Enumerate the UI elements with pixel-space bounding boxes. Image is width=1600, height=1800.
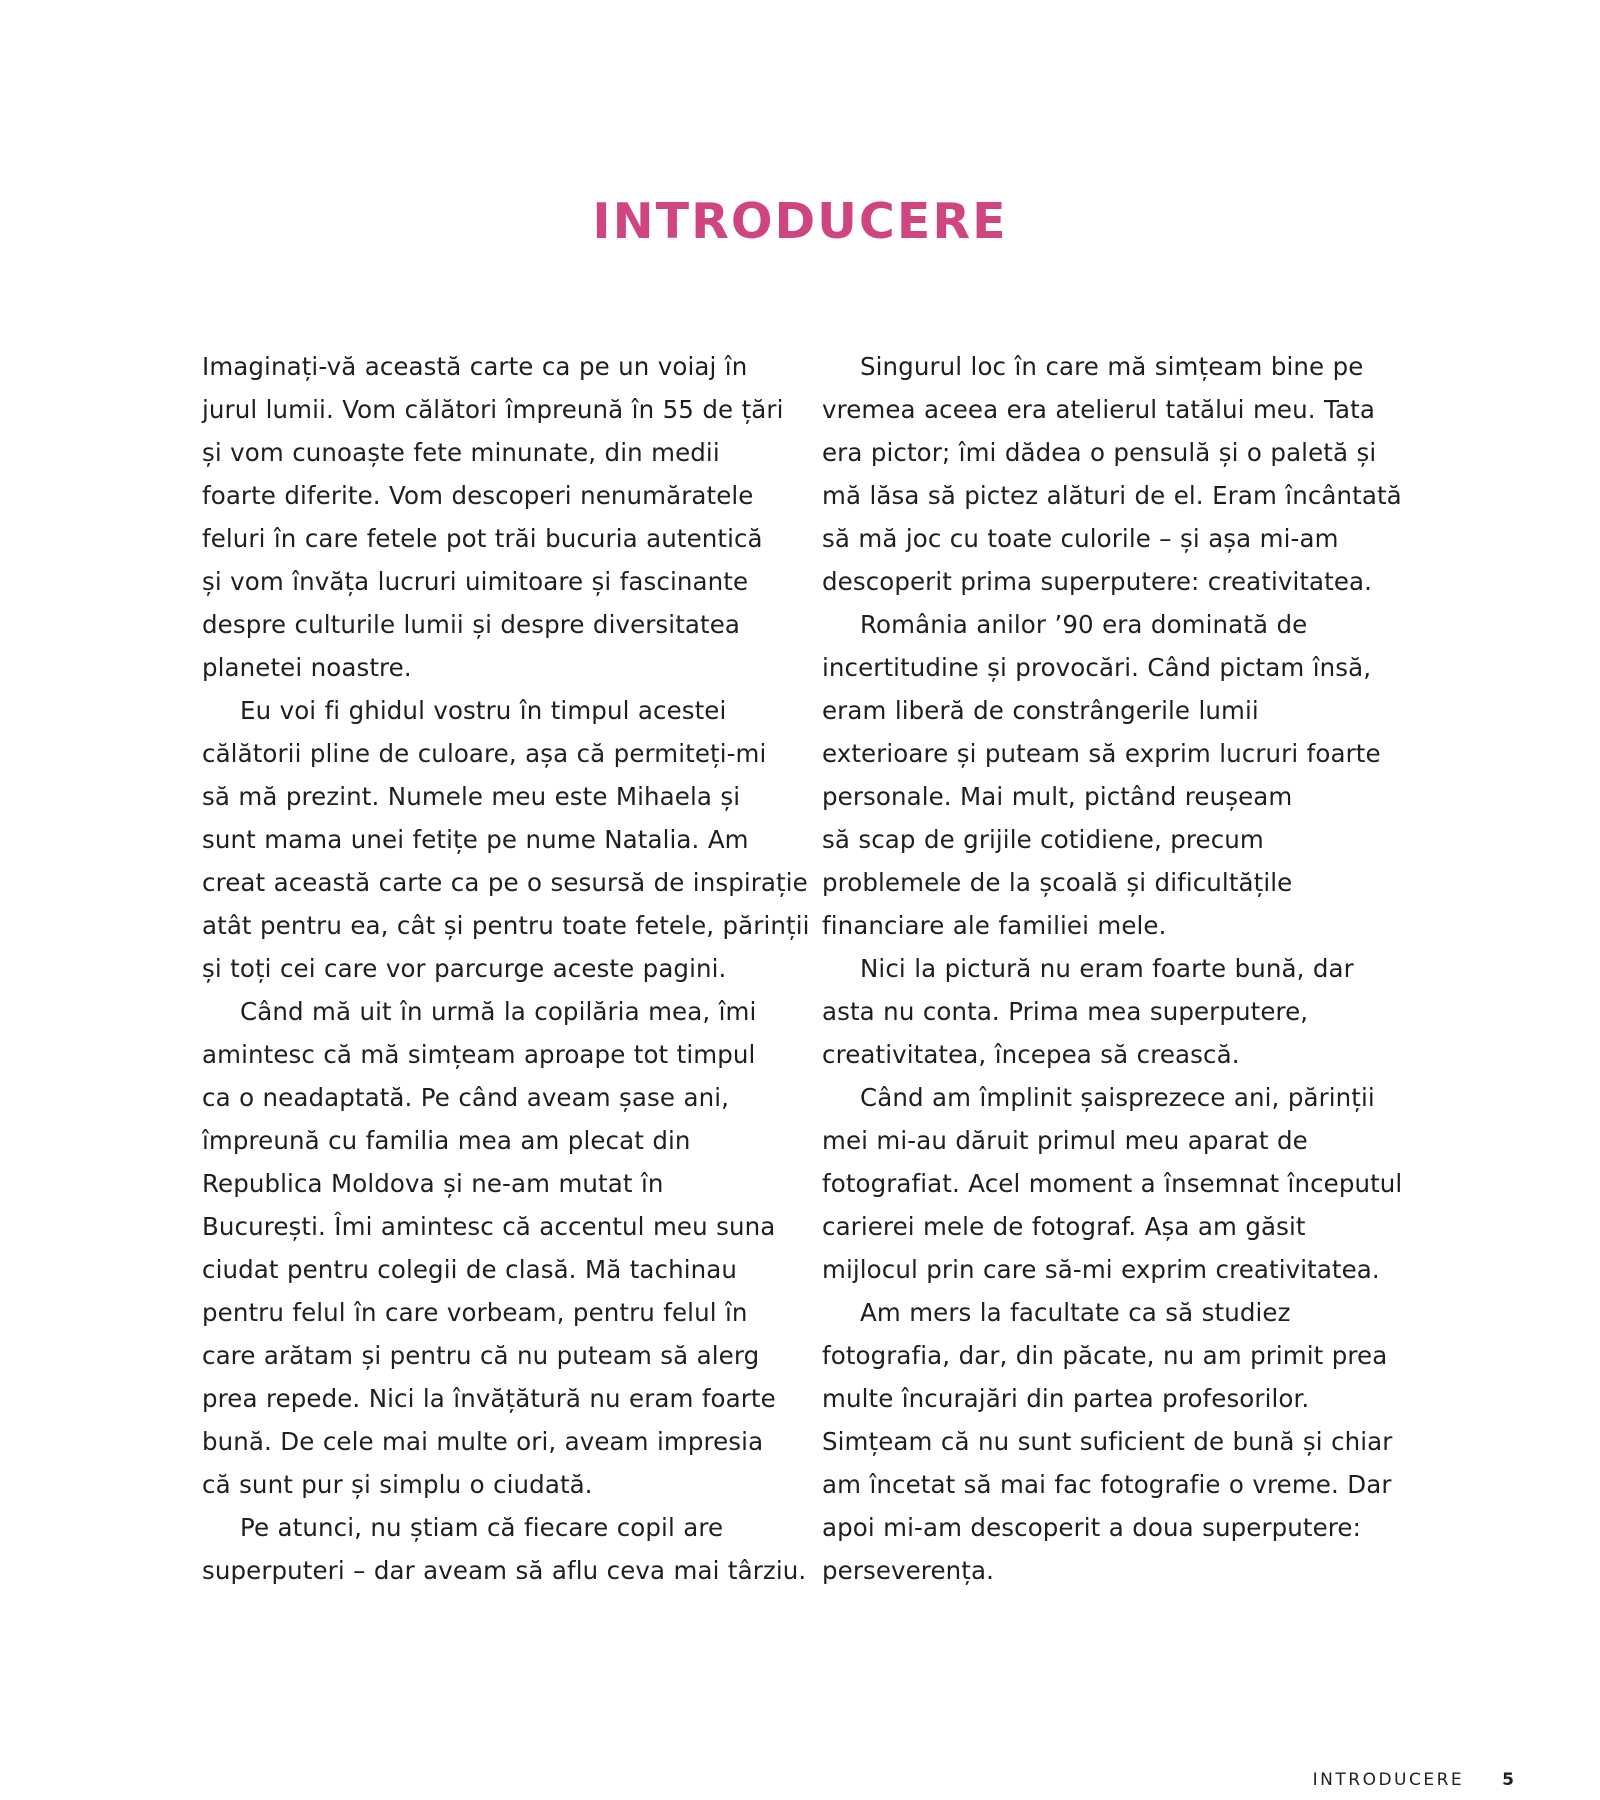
text-line: descoperit prima superputere: creativitatea. bbox=[822, 567, 1373, 596]
text-line: și vom învăța lucruri uimitoare și fascinante bbox=[202, 567, 749, 596]
page-number: 5 bbox=[1502, 1770, 1514, 1790]
text-line: superputeri – dar aveam să aflu ceva mai târziu. bbox=[202, 1556, 807, 1585]
text-line: împreună cu familia mea am plecat din bbox=[202, 1126, 691, 1155]
text-line: Republica Moldova și ne-am mutat în bbox=[202, 1169, 664, 1198]
page-footer bbox=[1313, 1768, 1514, 1792]
text-line: exterioare și puteam să exprim lucruri foarte bbox=[822, 739, 1381, 768]
text-line: sunt mama unei fetițe pe nume Natalia. Am bbox=[202, 825, 749, 854]
text-line: multe încurajări din partea profesorilor. bbox=[822, 1384, 1310, 1413]
text-line: asta nu conta. Prima mea superputere, bbox=[822, 997, 1309, 1026]
text-line: pentru felul în care vorbeam, pentru felul în bbox=[202, 1298, 748, 1327]
text-line: jurul lumii. Vom călători împreună în 55 de țări bbox=[202, 395, 784, 424]
text-line: și toți cei care vor parcurge aceste pagini. bbox=[202, 954, 727, 983]
running-header-section: INTRODUCERE bbox=[1312, 1770, 1465, 1790]
text-line: călătorii pline de culoare, așa că permiteți-mi bbox=[202, 739, 767, 768]
text-line: Simțeam că nu sunt suficient de bună și chiar bbox=[822, 1427, 1393, 1456]
text-line: feluri în care fetele pot trăi bucuria autentică bbox=[202, 524, 763, 553]
text-line: Când mă uit în urmă la copilăria mea, îmi bbox=[240, 997, 757, 1026]
text-line: perseverența. bbox=[822, 1556, 994, 1585]
text-line: România anilor ’90 era dominată de bbox=[860, 610, 1308, 639]
left-text-column bbox=[202, 345, 810, 1592]
paragraph bbox=[202, 1506, 807, 1592]
text-line: Când am împlinit șaisprezece ani, părinții bbox=[860, 1083, 1375, 1112]
text-line: fotografia, dar, din păcate, nu am primit prea bbox=[822, 1341, 1388, 1370]
text-line: apoi mi-am descoperit a doua superputere: bbox=[822, 1513, 1361, 1542]
text-line: mijlocul prin care să-mi exprim creativitatea. bbox=[822, 1255, 1380, 1284]
text-line: despre culturile lumii și despre diversitatea bbox=[202, 610, 741, 639]
text-line: foarte diferite. Vom descoperi nenumăratele bbox=[202, 481, 754, 510]
text-line: creativitatea, începea să crească. bbox=[822, 1040, 1240, 1069]
right-text-column bbox=[822, 345, 1422, 1592]
text-line: care arătam și pentru că nu puteam să alerg bbox=[202, 1341, 760, 1370]
text-line: vremea aceea era atelierul tatălui meu. Tata bbox=[822, 395, 1375, 424]
text-line: mei mi-au dăruit primul meu aparat de bbox=[822, 1126, 1308, 1155]
text-line: Pe atunci, nu știam că fiecare copil are bbox=[240, 1513, 724, 1542]
text-line: Imaginați-vă această carte ca pe un voiaj în bbox=[202, 352, 748, 381]
text-line: București. Îmi amintesc că accentul meu suna bbox=[202, 1212, 776, 1241]
paragraph bbox=[822, 603, 1422, 947]
text-line: amintesc că mă simțeam aproape tot timpul bbox=[202, 1040, 756, 1069]
paragraph bbox=[202, 689, 810, 990]
text-line: ca o neadaptată. Pe când aveam șase ani, bbox=[202, 1083, 730, 1112]
text-line: am încetat să mai fac fotografie o vreme. Dar bbox=[822, 1470, 1392, 1499]
text-line: incertitudine și provocări. Când pictam însă, bbox=[822, 653, 1372, 682]
text-line: Nici la pictură nu eram foarte bună, dar bbox=[860, 954, 1354, 983]
text-line: era pictor; îmi dădea o pensulă și o paletă și bbox=[822, 438, 1377, 467]
text-line: mă lăsa să pictez alături de el. Eram încântată bbox=[822, 481, 1402, 510]
text-line: creat această carte ca pe o sesursă de inspirație bbox=[202, 868, 808, 897]
text-line: Am mers la facultate ca să studiez bbox=[860, 1298, 1291, 1327]
text-line: fotografiat. Acel moment a însemnat începutul bbox=[822, 1169, 1403, 1198]
paragraph bbox=[822, 947, 1422, 1076]
text-line: prea repede. Nici la învățătură nu eram foarte bbox=[202, 1384, 776, 1413]
text-line: să scap de grijile cotidiene, precum bbox=[822, 825, 1264, 854]
paragraph bbox=[822, 1076, 1422, 1291]
text-line: financiare ale familiei mele. bbox=[822, 911, 1167, 940]
page-title: INTRODUCERE bbox=[592, 193, 1008, 250]
text-line: eram liberă de constrângerile lumii bbox=[822, 696, 1259, 725]
text-line: bună. De cele mai multe ori, aveam impresia bbox=[202, 1427, 764, 1456]
text-line: ciudat pentru colegii de clasă. Mă tachinau bbox=[202, 1255, 737, 1284]
text-line: problemele de la școală și dificultățile bbox=[822, 868, 1293, 897]
paragraph bbox=[202, 990, 794, 1506]
text-line: atât pentru ea, cât și pentru toate fetele, părinții bbox=[202, 911, 810, 940]
text-line: și vom cunoaște fete minunate, din medii bbox=[202, 438, 720, 467]
text-line: că sunt pur și simplu o ciudată. bbox=[202, 1470, 593, 1499]
paragraph bbox=[822, 1291, 1422, 1592]
text-line: Singurul loc în care mă simțeam bine pe bbox=[860, 352, 1364, 381]
text-line: planetei noastre. bbox=[202, 653, 412, 682]
text-line: Eu voi fi ghidul vostru în timpul acestei bbox=[240, 696, 727, 725]
text-line: personale. Mai mult, pictând reușeam bbox=[822, 782, 1293, 811]
text-line: să mă joc cu toate culorile – și așa mi-am bbox=[822, 524, 1339, 553]
text-line: să mă prezint. Numele meu este Mihaela și bbox=[202, 782, 741, 811]
paragraph bbox=[202, 345, 794, 689]
text-line: carierei mele de fotograf. Așa am găsit bbox=[822, 1212, 1306, 1241]
paragraph bbox=[822, 345, 1422, 603]
